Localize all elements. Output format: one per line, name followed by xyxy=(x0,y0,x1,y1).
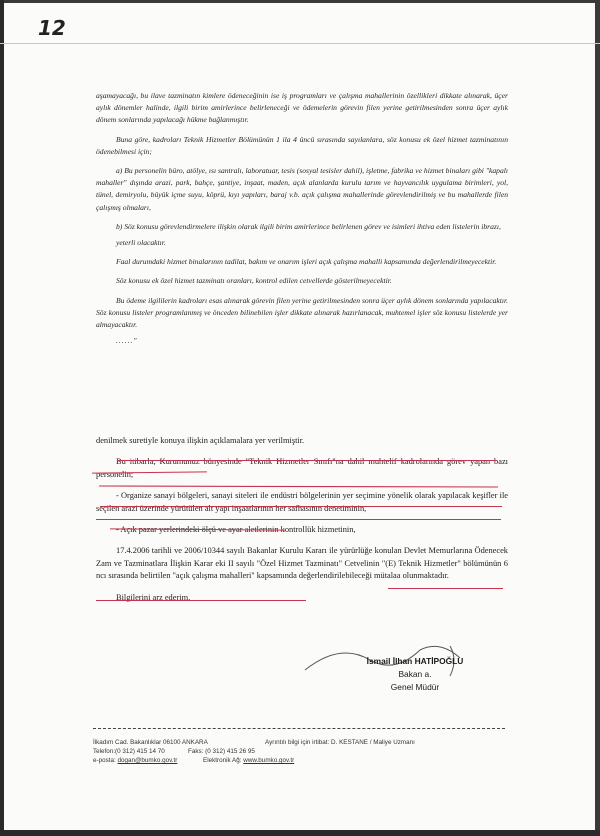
footer-web-label: Elektronik Ağ: xyxy=(203,757,242,765)
scan-fold-line xyxy=(0,43,600,44)
body-paragraph: Bilgilerini arz ederim. xyxy=(116,592,191,602)
signature-block xyxy=(350,655,480,695)
body-paragraph: Bu itibarla, Kurumunuz bünyesinde "Teknik Hizmetler Sınıfı"na dahil muhtelif kadrolarında görev yapan bazı personelin; xyxy=(96,457,508,479)
signatory-title: Genel Müdür xyxy=(390,682,440,693)
scan-border-bottom xyxy=(0,830,600,836)
page-number-mark: 12 xyxy=(38,16,66,40)
quoted-paragraph: Faal durumdaki hizmet binalarının tadilat, bakım ve onarım işleri açık çalışma mahalli kapsamında değerlendirilmeyecektir. xyxy=(116,257,497,267)
highlight-underline xyxy=(96,600,306,601)
quoted-paragraph: b) Söz konusu görevlendirmelere ilişkin olarak ilgili birim amirlerince belirlenen görev ve isimleri ihtiva eden listelerin ibrazı, xyxy=(116,221,501,231)
footer-email-label: e-posta: xyxy=(93,757,116,765)
footer-fax: Faks: (0 312) 415 26 95 xyxy=(188,748,255,756)
quoted-ellipsis: ......" xyxy=(116,336,138,346)
highlight-underline xyxy=(96,519,501,520)
quoted-paragraph: a) Bu personelin büro, atölye, ısı santralı, laboratuar, tesis (sosyal tesisler dahil), işletme, fabrika ve hizmet binaları gibi "kapalı mahaller" dışında arazi, park, bahçe, şantiye, inşaat, maden, açık alanlarda kurulu tarım ve hayvancılık uygulama birimleri, yol, tünel, demiryolu, büyük içme suyu, köprü, kıyı yapıları, baraj v.b. açık çalışma mahallerinde görevlendirilmiş ve bu mahallerde filen çalışmış olmaları, xyxy=(96,166,508,212)
signatory-name: İsmail İlhan HATİPOĞLU xyxy=(366,656,464,666)
quoted-paragraph: yeterli olacaktır. xyxy=(116,238,166,248)
letter-body xyxy=(96,435,508,613)
body-paragraph: 17.4.2006 tarihli ve 2006/10344 sayılı Bakanlar Kurulu Kararı ile yürürlüğe konulan Devlet Memurlarına Ödenecek Zam ve Tazminatlara İlişkin Karar eki II sayılı "Özel Hizmet Tazminatı" Cetvelinin "(E) Teknik Hizmetler" bölümünün 6 ncı sırasında belirtilen "açık çalışma mahalleri" kapsamında değerlendirilebileceği mütalaa olunmaktadır. xyxy=(96,546,508,581)
scan-border-right xyxy=(595,0,600,836)
body-paragraph: - Organize sanayi bölgeleri, sanayi siteleri ile endüstri bölgelerinin yer seçimine yönelik olarak yapılacak keşifler ile seçilen arazi üzerinde yürütülen alt yapı inşaatlarının her safhasının denetiminin, xyxy=(96,491,508,513)
footer-phone: Telefon:(0 312) 415 14 70 xyxy=(93,748,165,756)
highlight-underline xyxy=(100,506,502,507)
highlight-underline xyxy=(117,460,497,461)
footer-email-link[interactable]: dogan@bumko.gov.tr xyxy=(117,757,178,765)
footer-divider xyxy=(93,728,505,729)
quoted-paragraph: aşamayacağı, bu ilave tazminatın kimlere ödeneceğinin ise iş programları ve çalışma mahallerinin özellikleri dikkate alınarak, üçer aylık dönemler halinde, ilgili birim amirlerince belirleneceği ve ödemelerin görevin filen yerine getirilmesinden sonra üçer aylık dönem sonlarında yapılacağı hükme bağlanmıştır. xyxy=(96,91,508,125)
quoted-paragraph: Buna göre, kadroları Teknik Hizmetler Bölümünün 1 ila 4 üncü sırasında sayılanlara, söz konusu ek özel hizmet tazminatının ödenebilmesi için; xyxy=(96,134,508,156)
body-paragraph: denilmek suretiyle konuya ilişkin açıklamalara yer verilmiştir. xyxy=(96,436,305,445)
footer-contact-info: Ayrıntılı bilgi için irtibat: D. KESTANE / Maliye Uzmanı xyxy=(265,739,415,746)
quoted-paragraph: Bu ödeme ilgililerin kadroları esas alınarak görevin filen yerine getirilmesinden sonra üçer aylık dönem sonlarında yapılacaktır. Söz konusu listeler programlanmış ve önceden bilinebilen işler dikkate alınarak hazırlanacak, muhtemel işler söz konusu listelerde yer almayacaktır. xyxy=(96,295,508,330)
footer-address: İlkadım Cad. Bakanlıklar 06100 ANKARA xyxy=(93,739,208,746)
quoted-paragraph: Söz konusu ek özel hizmet tazminatı oranları, kontrol edilen cetvellerde gösterilmeyecektir. xyxy=(116,276,392,286)
scan-border-left xyxy=(0,0,4,836)
signatory-title: Bakan a. xyxy=(398,669,432,680)
footer-web-link[interactable]: www.bumko.gov.tr xyxy=(243,757,295,765)
highlight-underline xyxy=(388,588,503,589)
body-paragraph: - Açık pazar yerlerindeki ölçü ve ayar aletlerinin kontrollük hizmetinin, xyxy=(116,525,356,535)
scan-border-top xyxy=(0,0,600,3)
letter-footer xyxy=(93,738,513,766)
quoted-regulation-text xyxy=(96,90,508,353)
